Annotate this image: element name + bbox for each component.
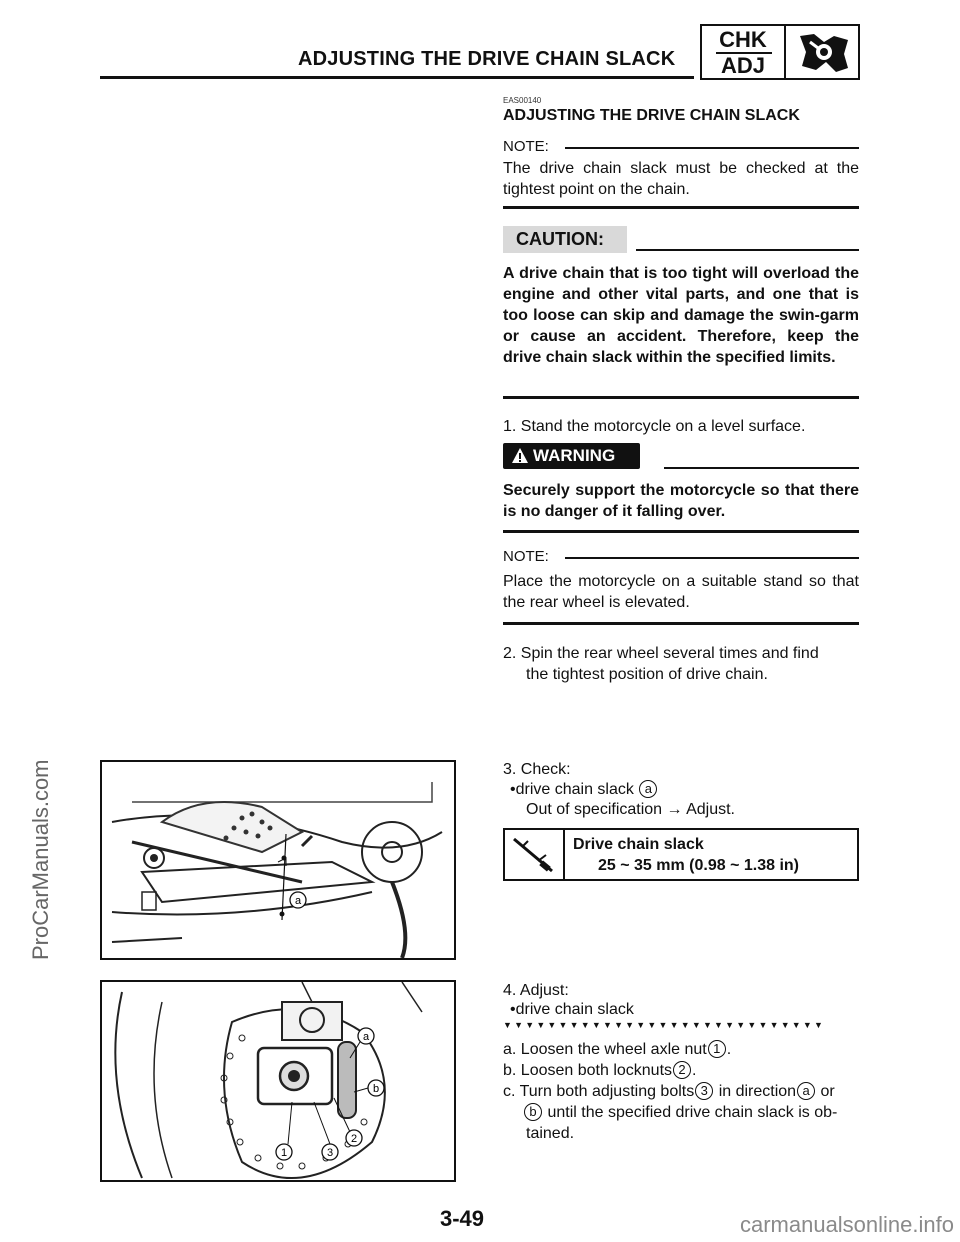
side-watermark: ProCarManuals.com [28,759,53,960]
step-3-title: 3. Check: [503,761,571,778]
fig2-label-2: 2 [350,1133,358,1145]
note-2-rule [565,557,859,559]
ref-b-circle: b [524,1103,542,1121]
caution-rule [636,249,859,251]
step-2-line-2: the tightest position of drive chain. [526,666,768,683]
page-number: 3-49 [440,1206,485,1231]
spec-value: 25 ~ 35 mm (0.98 ~ 1.38 in) [598,857,800,874]
triangle-separator: ▼▼▼▼▼▼▼▼▼▼▼▼▼▼▼▼▼▼▼▼▼▼▼▼▼▼▼▼▼ [503,1020,826,1030]
step-1: 1. Stand the motorcycle on a level surface. [503,418,806,435]
section-tab-adj: ADJ [720,53,765,78]
step-2-line-1: 2. Spin the rear wheel several times and find [503,645,819,662]
substep-c-text: c. Turn both adjusting bolts [503,1083,695,1100]
note-rule [565,147,859,149]
gauge-icon [510,833,558,877]
section-tab-divider [784,24,786,80]
note-2-text: Place the motorcycle on a suitable stand so that the rear wheel is elevated. [503,573,859,611]
caution-text: A drive chain that is too tight will overload the engine and other vital parts, and one that is too loose can skip and damage the swin-garm or cause an accident. Therefore, keep the drive chain slack within the specified limits. [503,265,859,366]
note-label: NOTE: [503,138,549,155]
ref-3-circle: 3 [695,1082,713,1100]
note-text: The drive chain slack must be checked at the tightest point on the chain. [503,160,859,198]
substep-a-text: a. Loosen the wheel axle nut [503,1041,707,1058]
step-3-bullet [510,779,658,800]
substep-c-or: or [820,1083,835,1100]
warning-end-rule [503,530,859,533]
axle-adjuster-illustration [102,982,454,1180]
ref-1-circle: 1 [708,1040,726,1058]
figure-drive-chain-slack [100,760,456,960]
fig2-label-3: 3 [326,1147,334,1159]
substep-c-line-3: tained. [526,1125,575,1142]
note-2-end-rule [503,622,859,625]
warning-icon [511,447,529,465]
section-tab-chk: CHK [719,27,767,52]
fig2-label-b: b [372,1083,380,1095]
caution-label: CAUTION: [516,229,604,249]
step-3-bullet-text: •drive chain slack [510,781,634,798]
page-header-title: ADJUSTING THE DRIVE CHAIN SLACK [298,48,676,70]
substep-b-text: b. Loosen both locknuts [503,1062,673,1079]
step-4-title: 4. Adjust: [503,982,569,999]
spec-title: Drive chain slack [573,836,704,853]
warning-text: Securely support the motorcycle so that there is no danger of it falling over. [503,482,859,520]
warning-rule [664,467,859,469]
wrench-icon [792,28,854,76]
section-title: ADJUSTING THE DRIVE CHAIN SLACK [503,107,800,124]
figure-axle-adjuster [100,980,456,1182]
note-end-rule [503,206,859,209]
step-3-sub: Out of specification → Adjust. [526,801,735,818]
note-2-label: NOTE: [503,548,549,565]
substep-c [503,1081,835,1102]
fig2-label-a: a [362,1031,370,1043]
fig2-label-1: 1 [280,1147,288,1159]
bottom-watermark: carmanualsonline.info [739,1212,954,1237]
substep-b: b. Loosen both locknuts 2 . [503,1062,697,1079]
fig1-label-a: a [294,895,302,907]
ref-2-circle: 2 [673,1061,691,1079]
section-code: EAS00140 [503,96,542,105]
step-4-bullet: •drive chain slack [510,1001,634,1018]
ref-a-circle: a [639,780,657,798]
warning-label: WARNING [533,446,616,465]
caution-end-rule [503,396,859,399]
substep-c-mid: in direction [718,1083,797,1100]
drive-chain-illustration [102,762,454,958]
ref-a-circle-2: a [797,1082,815,1100]
substep-c-line-2 [523,1102,837,1123]
substep-a: a. Loosen the wheel axle nut 1 . [503,1041,732,1058]
header-rule [100,76,694,79]
substep-c-tail: until the specified drive chain slack is ob- [547,1104,838,1121]
